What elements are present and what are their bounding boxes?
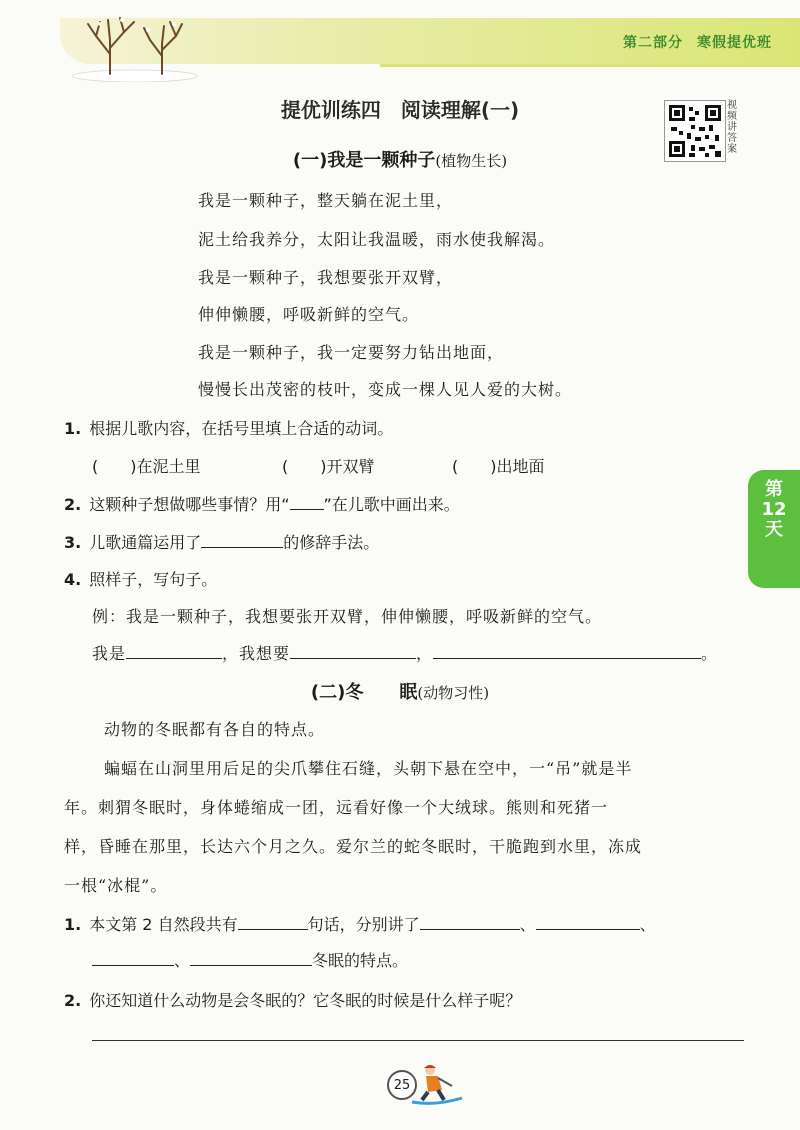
s2-q1-number: 1. — [64, 915, 82, 934]
s2-paragraph-2-line-2: 年。刺猬冬眠时，身体蜷缩成一团，远看好像一个大绒球。熊则和死猪一 — [64, 798, 609, 817]
poem-line-6: 慢慢长出茂密的枝叶，变成一棵人见人爱的大树。 — [198, 380, 573, 399]
poem-line-3: 我是一颗种子，我想要张开双臂， — [198, 268, 454, 287]
s2-question-1 — [64, 912, 656, 935]
s2-q1-blank-4[interactable] — [190, 949, 312, 966]
s2-paragraph-2-line-3: 样，昏睡在那里，长达六个月之久。爱尔兰的蛇冬眠时，干脆跑到水里，冻成 — [64, 837, 643, 856]
s1-q4-blank-1[interactable] — [126, 642, 222, 659]
s2-q2-number: 2. — [64, 991, 82, 1010]
s1-q4-blank-2[interactable] — [290, 642, 416, 659]
section1-subtitle: (植物生长) — [435, 152, 508, 170]
s1-question-1 — [64, 416, 393, 439]
day-tab-line-2: 12 — [761, 499, 787, 520]
s1-q4-number: 4. — [64, 570, 82, 589]
s2-paragraph-2-line-1: 蝙蝠在山洞里用后足的尖爪攀住石缝，头朝下悬在空中，一“吊”就是半 — [104, 759, 633, 778]
section2-subtitle: (动物习性) — [417, 684, 490, 702]
section1-heading — [0, 146, 800, 172]
s1-question-3 — [64, 530, 379, 553]
s2-q1-sep-1: 、 — [519, 915, 536, 934]
s2-q1-sep-3: 、 — [174, 951, 191, 970]
header-course: 寒假提优班 — [697, 35, 772, 51]
s2-q1-text-b: 句话，分别讲了 — [307, 915, 420, 934]
s2-q1-blank-count[interactable] — [238, 913, 308, 930]
s1-q3-answer-blank[interactable] — [201, 531, 283, 548]
s2-paragraph-1: 动物的冬眠都有各自的特点。 — [104, 720, 326, 739]
s2-question-1-cont — [92, 948, 408, 971]
skier-icon — [408, 1062, 464, 1106]
s1-q1-item-2[interactable]: ( )开双臂 — [282, 457, 375, 476]
s1-q2-number: 2. — [64, 495, 82, 514]
s1-q4-fill-b: ，我想要 — [222, 644, 291, 663]
header-label — [623, 32, 772, 52]
s1-q3-text-a: 儿歌通篇运用了 — [89, 533, 202, 552]
s2-q1-blank-2[interactable] — [536, 913, 640, 930]
s1-q2-text-b: ”在儿歌中画出来。 — [323, 495, 460, 514]
s1-q4-example: 例：我是一颗种子，我想要张开双臂，伸伸懒腰，呼吸新鲜的空气。 — [92, 607, 603, 626]
poem-line-5: 我是一颗种子，我一定要努力钻出地面， — [198, 343, 505, 362]
s2-q1-blank-3[interactable] — [92, 949, 174, 966]
section1-title: (一)我是一颗种子 — [292, 150, 436, 171]
page-number: 25 — [387, 1070, 417, 1100]
winter-trees-illustration — [70, 10, 200, 82]
qr-label: 视频讲答案 — [727, 100, 737, 155]
s1-q1-item-1[interactable]: ( )在泥土里 — [92, 457, 201, 476]
s2-q1-text-a: 本文第 2 自然段共有 — [89, 915, 238, 934]
s1-q4-blank-3[interactable] — [433, 642, 701, 659]
s1-q2-underline-sample — [290, 493, 324, 510]
header-part: 第二部分 — [623, 35, 683, 51]
s1-q3-text-b: 的修辞手法。 — [283, 533, 380, 552]
day-tab-line-1: 第 — [765, 479, 783, 500]
s2-q1-blank-1[interactable] — [420, 913, 520, 930]
s1-q4-text: 照样子，写句子。 — [89, 570, 218, 589]
s1-question-4 — [64, 567, 217, 590]
section2-title: (二)冬 眠 — [310, 682, 418, 703]
s1-q4-fill-c: ， — [416, 644, 434, 663]
poem-line-2: 泥土给我养分，太阳让我温暖，雨水使我解渴。 — [198, 230, 556, 249]
page-title: 提优训练四 阅读理解(一) — [280, 98, 520, 122]
s2-q2-answer-line[interactable] — [92, 1040, 744, 1041]
day-tab — [748, 470, 800, 588]
day-tab-line-3: 天 — [765, 519, 783, 540]
s2-question-2 — [64, 988, 521, 1011]
s1-q1-item-3[interactable]: ( )出地面 — [452, 457, 545, 476]
s2-q2-text: 你还知道什么动物是会冬眠的？它冬眠的时候是什么样子呢？ — [89, 991, 522, 1010]
poem-line-4: 伸伸懒腰，呼吸新鲜的空气。 — [198, 305, 420, 324]
s1-q1-text: 根据儿歌内容，在括号里填上合适的动词。 — [89, 419, 394, 438]
s1-q1-number: 1. — [64, 419, 82, 438]
s2-q1-end: 冬眠的特点。 — [312, 951, 409, 970]
s2-q1-sep-2: 、 — [639, 915, 656, 934]
s1-q4-fill-line — [92, 641, 718, 664]
s1-q4-fill-d: 。 — [701, 644, 719, 663]
s1-question-2 — [64, 492, 460, 515]
s1-q2-text-a: 这颗种子想做哪些事情？用“ — [89, 495, 290, 514]
s1-q4-fill-a: 我是 — [92, 644, 127, 663]
s2-paragraph-2-line-4: 一根“冰棍”。 — [64, 876, 168, 895]
poem-line-1: 我是一颗种子，整天躺在泥土里， — [198, 191, 454, 210]
section2-heading — [0, 678, 800, 704]
s1-q3-number: 3. — [64, 533, 82, 552]
